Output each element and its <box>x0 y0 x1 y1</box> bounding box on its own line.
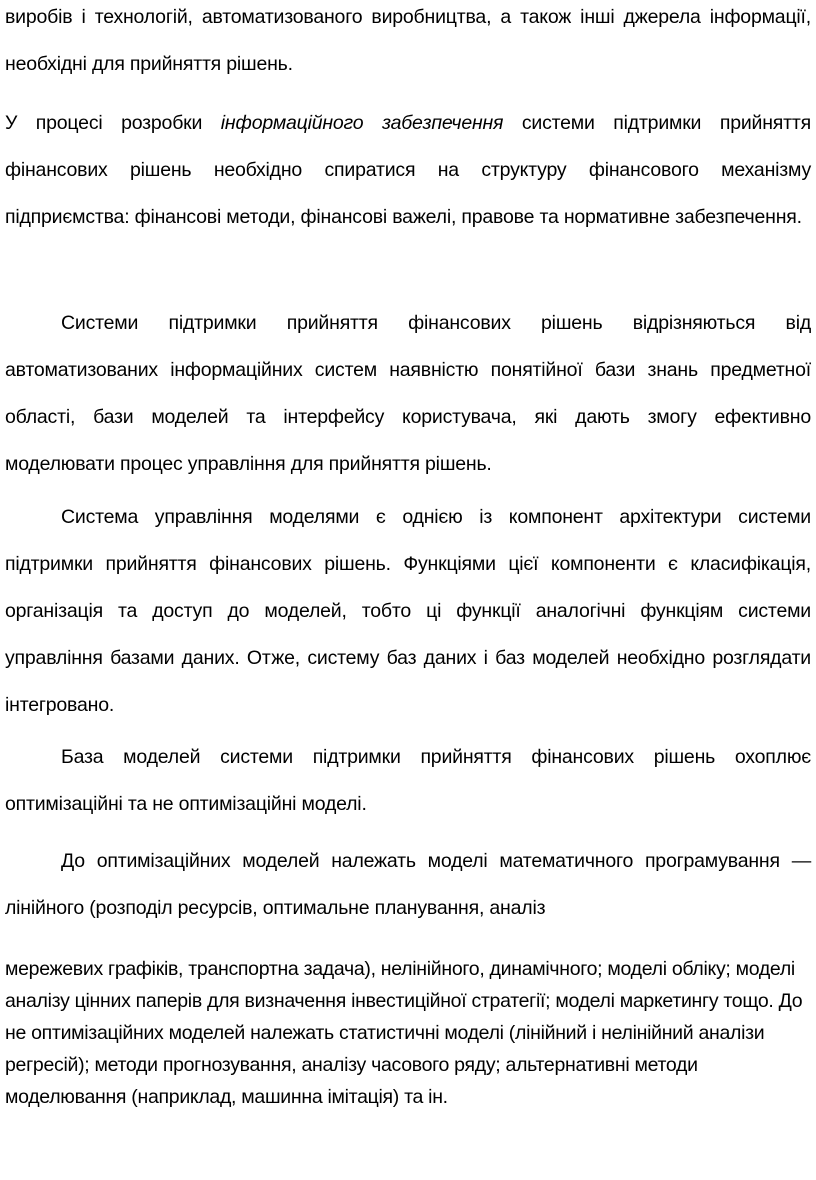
paragraph-optimization-models: До оптимізаційних моделей належать моделі математичного програмування — лінійного (розподіл ресурсів, оптимальне планування, аналіз <box>5 850 811 919</box>
emphasis-term: інформаційного забезпечення <box>220 112 504 134</box>
paragraph-dss-difference: Системи підтримки прийняття фінансових рішень відрізняються від автоматизованих інформаційних систем наявністю понятійної бази знань предметної області, бази моделей та інтерфейсу користувача, які дають змогу ефективно моделювати процес управління для прийняття рішень. <box>5 312 811 475</box>
paragraph-information-support <box>5 100 811 241</box>
paragraph-model-base: База моделей системи підтримки прийняття фінансових рішень охоплює оптимізаційні та не оптимізаційні моделі. <box>5 746 811 815</box>
paragraph-continuation: виробів і технологій, автоматизованого виробництва, а також інші джерела інформації, необхідні для прийняття рішень. <box>5 6 811 75</box>
paragraph-text-before: У процесі розробки <box>5 112 221 134</box>
paragraph-text-after: системи підтримки прийняття фінансових рішень необхідно спиратися на структуру фінансового механізму підприємства: фінансові методи, фінансові важелі, правове та нормативне забезпечення. <box>5 112 811 228</box>
paragraph-model-management: Система управління моделями є однією із компонент архітектури системи підтримки прийняття фінансових рішень. Функціями цієї компоненти є класифікація, організація та доступ до моделей, тобто ці функції аналогічні функціям системи управління базами даних. Отже, систему баз даних і баз моделей необхідно розглядати інтегровано. <box>5 506 811 716</box>
paragraph-optimization-models-continued: мережевих графіків, транспортна задача), нелінійного, динамічного; моделі обліку; моделі аналізу цінних паперів для визначення інвестиційної стратегії; моделі маркетингу тощо. До не оптимізаційних моделей належать статистичні моделі (лінійний і нелінійний аналізи регресій); методи прогнозування, аналізу часового ряду; альтернативні методи моделювання (наприклад, машинна імітація) та ін. <box>5 958 803 1108</box>
